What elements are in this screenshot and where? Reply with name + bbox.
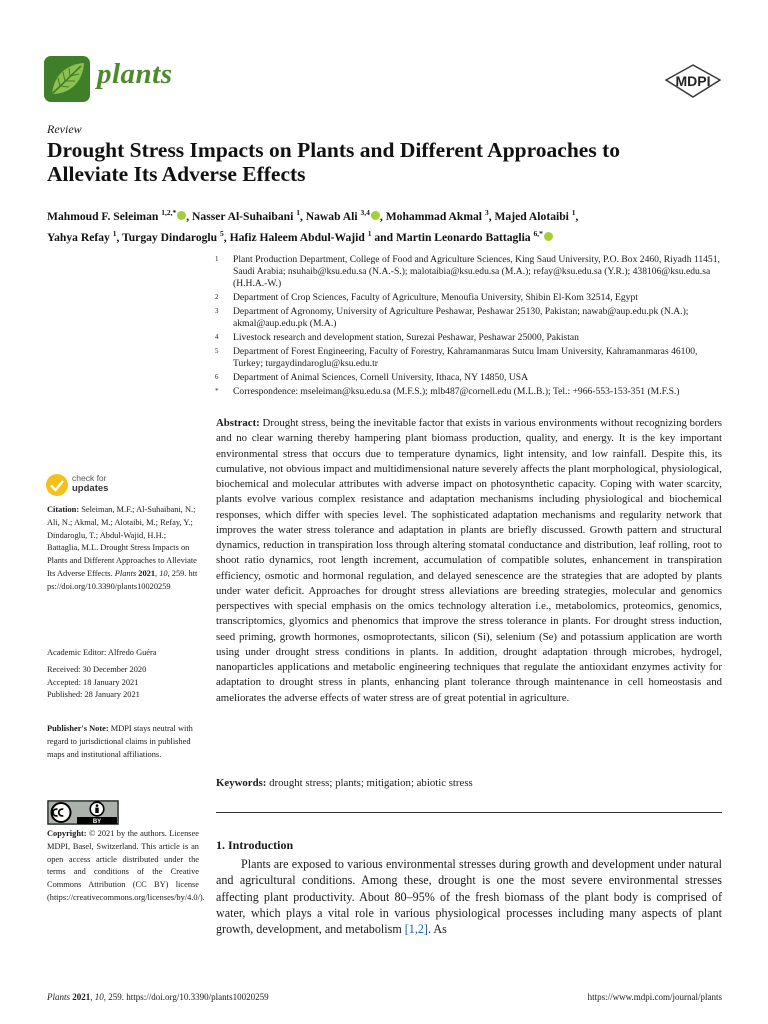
author-name[interactable]: Mahmoud F. Seleiman xyxy=(47,209,159,223)
author-name[interactable]: Majed Alotaibi xyxy=(494,209,569,223)
affiliation-item xyxy=(215,254,725,291)
affiliation-text: Plant Production Department, College of Food and Agriculture Sciences, King Saud University, P.O. Box 2460, Riyadh 11451, Saudi Arabia; nsuhaib@ksu.edu.sa (N.A.-S.); malotaibia@ksu.edu.sa (M.A.); refay@ksu.edu.sa (Y.R.); 438106@ksu.edu.sa (H.H.A.-W.) xyxy=(233,254,720,290)
title-line-2: Alleviate Its Adverse Effects xyxy=(47,162,306,186)
mdpi-logo-text: MDPI xyxy=(675,73,711,89)
mdpi-logo-icon[interactable] xyxy=(664,64,722,98)
citation-text: Seleiman, M.F.; Al-Suhaibani, N.; Ali, N.; Akmal, M.; Alotaibi, M.; Refay, Y.; Dindaroglu, T.; Abdul-Wajid, H.H.; Battaglia, M.L. Drought Stress Impacts on Plants and Different Approaches to Alleviate Its Adverse Effects. xyxy=(47,505,197,578)
copyright-block xyxy=(47,828,205,905)
affiliation-number: * xyxy=(215,386,219,395)
author-affiliation: 1,2,* xyxy=(161,208,177,217)
article-type: Review xyxy=(47,122,82,136)
affiliation-item xyxy=(215,372,725,384)
academic-editor: Academic Editor: Alfredo Guéra xyxy=(47,648,157,657)
citation-volume: 10 xyxy=(159,568,168,578)
affiliation-item xyxy=(215,292,725,304)
author-name[interactable]: Hafiz Haleem Abdul-Wajid xyxy=(229,230,365,244)
footer-citation: Plants 2021, 10, 259. https://doi.org/10.3390/plants10020259 xyxy=(47,992,269,1002)
publisher-note-text: MDPI stays neutral with regard to jurisdictional claims in published maps and institutional affiliations. xyxy=(47,724,193,759)
plants-leaf-logo-icon xyxy=(44,56,90,102)
article-title xyxy=(47,138,737,186)
affiliations xyxy=(215,254,725,399)
citation-link[interactable]: 1 xyxy=(408,922,415,937)
copyright-text: © 2021 by the authors. Licensee MDPI, Basel, Switzerland. This article is an open access article distributed under the terms and conditions of the Creative Commons Attribution (CC BY) license (https://creativecommons.org/licenses/by/4.0/). xyxy=(47,829,205,902)
footer-journal: Plants xyxy=(47,992,71,1002)
citation-link[interactable]: 2 xyxy=(417,922,424,937)
correspondence-text: Correspondence: mseleiman@ksu.edu.sa (M.F.S.); mlb487@cornell.edu (M.L.B.); Tel.: +966-553-153-351 (M.F.S.) xyxy=(233,385,680,397)
author-name[interactable]: Mohammad Akmal xyxy=(385,209,483,223)
affiliation-number: 5 xyxy=(215,346,219,355)
author-list: Mahmoud F. Seleiman $^{1,2,*}$ , Nasser Al-Suhaibani $^1$, Nawab Ali $^{3,4}$ , Mohammad Akmal $^3$, Majed Alotaibi $^1$, Yahya Refay $^1$, Turgay Dindaroglu $^5$, Hafiz Haleem Abdul-Wajid $^1$ and Martin Leonardo Battaglia $^{6,*}$ xyxy=(47,208,579,244)
cc-by-license-icon[interactable] xyxy=(47,800,119,825)
author-affiliation: 1 xyxy=(296,208,300,217)
publisher-note xyxy=(47,723,199,761)
footer-journal-url[interactable]: https://www.mdpi.com/journal/plants xyxy=(587,992,722,1002)
footer-doi[interactable]: , 259. https://doi.org/10.3390/plants10020259 xyxy=(103,992,269,1002)
author-affiliation: 1 xyxy=(112,228,117,238)
author-name[interactable]: Nawab Ali xyxy=(305,209,358,223)
orcid-icon[interactable] xyxy=(371,211,380,220)
citation-separator: , xyxy=(414,922,418,937)
affiliation-number: 4 xyxy=(215,333,219,341)
affiliation-number: 3 xyxy=(215,307,219,315)
introduction-text-end: . As xyxy=(427,922,447,937)
keywords-label: Keywords: xyxy=(216,777,267,789)
publisher-note-label: Publisher's Note: xyxy=(47,724,109,733)
citation-block: Citation: Seleiman, M.F.; Al-Suhaibani, N.; Ali, N.; Akmal, M.; Alotaibi, M.; Refay, Y.; Dindaroglu, T.; Abdul-Wajid, H.H.; Battaglia, M.L. Drought Stress Impacts on Plants and Different Approaches to Alleviate Its Adverse Effects. Plants 2021, 10, 259. https://doi.org/10.3390/plants10020259 xyxy=(47,505,198,591)
keywords xyxy=(216,777,722,789)
author-affiliation: 3 xyxy=(484,208,489,217)
orcid-icon[interactable] xyxy=(544,232,553,241)
accepted-date: Accepted: 18 January 2021 xyxy=(47,677,139,687)
journal-name[interactable]: plants xyxy=(97,58,173,90)
introduction-paragraph xyxy=(216,856,722,937)
affiliation-text: Livestock research and development station, Surezai Peshawar, Peshawar 25000, Pakistan xyxy=(233,332,579,343)
citation-label: Citation: xyxy=(47,505,80,514)
updates-label: updates xyxy=(72,483,109,494)
author-name[interactable]: Yahya Refay xyxy=(47,230,110,244)
author-affiliation: 5 xyxy=(220,228,224,238)
orcid-icon[interactable] xyxy=(177,211,186,220)
citation-year: 2021 xyxy=(138,568,156,578)
section-divider xyxy=(216,812,722,813)
author-name[interactable]: Martin Leonardo Battaglia xyxy=(395,230,531,244)
citation-journal: Plants xyxy=(114,568,137,578)
author-affiliation: 3,4 xyxy=(360,208,370,217)
affiliation-number: 2 xyxy=(215,293,219,302)
citation-bracket-close: ] xyxy=(423,922,428,937)
author-name[interactable]: Nasser Al-Suhaibani xyxy=(192,209,294,223)
check-updates-icon xyxy=(45,473,69,497)
abstract-text: Drought stress, being the inevitable factor that exists in various environments without recognizing borders and no clear warning thereby hampering plant biomass production, quality, and energy. It is the key important environmental stress that occurs due to temperature dynamics, light intensity, and low rainfall. Despite this, its cumulative, not obvious impact and multidimensional nature severely affects the plant morphological, physiological, biochemical and molecular attributes with adverse impact on photosynthetic capacity. Coping with water scarcity, plants evolve various complex resistance and adaptation mechanisms including physiological and biochemical responses, which differ with species level. The sophisticated adaptation mechanisms and regularity network that improves the water stress tolerance and adaptation in plants are briefly discussed. Growth pattern and structural dynamics, reduction in transpiration loss through altering stomatal conductance and distribution, leaf rolling, root to shoot ratio dynamics, root length increment, accumulation of compatible solutes, enhancement in transpiration efficiency, osmotic and hormonal regulation, and delayed senescence are the strategies that are adopted by plants under water deficit. Approaches for drought stress alleviations are breeding strategies, molecular and genomics perspectives with special emphasis on the omics technology alteration i.e., metabolomics, proteomics, genomics, transcriptomics, glyomics and phenomics that improve the stress tolerance in plants. For drought stress induction, seed priming, growth hormones, osmoprotectants, silicon (Si), selenium (Se) and potassium application are worth using under drought stress conditions in plants. In addition, drought adaptation through microbes, hydrogel, nanoparticles applications and metabolic engineering techniques that regulate the antioxidant enzymes activity for adaptation to drought stress in plants, enhancing plant tolerance through maintenance in cell homeostasis and ameliorates the adverse effects of water stress are of great potential in agriculture. xyxy=(216,417,723,704)
affiliation-item xyxy=(215,332,725,344)
introduction-text: Plants are exposed to various environmental stresses during growth and development under natural and agricultural conditions. Among these, drought is one the most severe environmental stresses affecting plant productivity. About 80–95% of the fresh biomass of the plant body is comprised of water, which plays a vital role in various physiological processes including many aspects of plant growth, development, and metabolism xyxy=(216,857,722,937)
keywords-text: drought stress; plants; mitigation; abiotic stress xyxy=(269,777,473,789)
citation-pages: 259. xyxy=(171,568,187,578)
author-affiliation: 6,* xyxy=(533,228,543,238)
author-name[interactable]: Turgay Dindaroglu xyxy=(122,230,218,244)
received-date: Received: 30 December 2020 xyxy=(47,664,147,674)
affiliation-item xyxy=(215,306,725,330)
affiliation-text: Department of Forest Engineering, Faculty of Forestry, Kahramanmaras Sutcu Imam University, Kahramanmaras 46100, Turkey; turgaydindaroglu@ksu.edu.tr xyxy=(233,345,698,369)
dates-block xyxy=(47,647,199,702)
affiliation-text: Department of Animal Sciences, Cornell University, Ithaca, NY 14850, USA xyxy=(233,371,529,383)
citation-doi-link[interactable]: https://doi.org/10.3390/plants10020259 xyxy=(47,568,198,591)
copyright-label: Copyright: xyxy=(47,829,87,838)
affiliation-item xyxy=(215,346,725,370)
author-affiliation: 1 xyxy=(571,208,576,217)
footer-volume: 10 xyxy=(94,992,104,1002)
affiliation-number: 6 xyxy=(215,372,219,381)
affiliation-number: 1 xyxy=(215,255,219,263)
published-date: Published: 28 January 2021 xyxy=(47,690,140,700)
cc-by-label: BY xyxy=(92,819,102,825)
author-affiliation: 1 xyxy=(367,228,372,238)
section-heading-introduction: 1. Introduction xyxy=(216,838,294,852)
correspondence xyxy=(215,386,725,398)
check-label: check for xyxy=(72,473,107,483)
abstract-label: Abstract: xyxy=(216,417,260,429)
title-line-1: Drought Stress Impacts on Plants and Different Approaches to xyxy=(47,138,620,162)
footer-year: 2021 xyxy=(72,992,91,1002)
affiliation-text: Department of Agronomy, University of Agriculture Peshawar, Peshawar 25130, Pakistan; nawab@aup.edu.pk (N.A.); akmal@aup.edu.pk (M.A.) xyxy=(233,306,689,330)
citation-bracket-open: [ xyxy=(404,922,409,937)
check-for-updates-button[interactable] xyxy=(45,472,125,498)
affiliation-text: Department of Crop Sciences, Faculty of Agriculture, Menoufia University, Shibin El-Kom 32514, Egypt xyxy=(233,292,638,304)
abstract xyxy=(216,416,722,706)
